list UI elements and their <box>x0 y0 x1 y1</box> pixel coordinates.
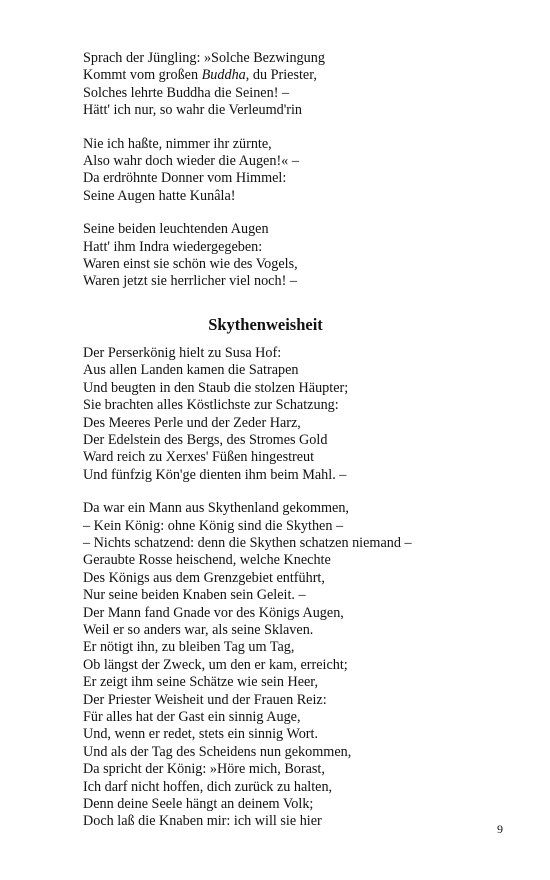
verse-line: Und beugten in den Staub die stolzen Häupter; <box>83 379 349 396</box>
verse-line: Da spricht der König: »Höre mich, Borast, <box>83 761 325 778</box>
verse-line: Seine Augen hatte Kunâla! <box>83 187 236 204</box>
verse-text: Kommt vom großen <box>83 67 202 84</box>
verse-line: Solches lehrte Buddha die Seinen! – <box>83 84 290 101</box>
verse-line: Ward reich zu Xerxes' Füßen hingestreut <box>83 449 315 466</box>
verse-line: Und, wenn er redet, stets ein sinnig Wort. <box>83 726 319 743</box>
poem-kunala-ending <box>83 50 503 291</box>
verse-line: Waren einst sie schön wie des Vogels, <box>83 256 298 273</box>
verse-line: Ich darf nicht hoffen, dich zurück zu halten, <box>83 778 333 795</box>
verse-line: Er nötigt ihn, zu bleiben Tag um Tag, <box>83 639 295 656</box>
verse-line: – Nichts schatzend: denn die Skythen schatzen niemand – <box>83 534 412 551</box>
verse-line: Der Mann fand Gnade vor des Königs Augen, <box>83 604 344 621</box>
verse-line: Nur seine beiden Knaben sein Geleit. – <box>83 587 306 604</box>
verse-line: Da erdröhnte Donner vom Himmel: <box>83 170 287 187</box>
verse-line: – Kein König: ohne König sind die Skythen – <box>83 517 344 534</box>
verse-emphasis: Buddha, <box>201 67 250 84</box>
verse-line: Denn deine Seele hängt an deinem Volk; <box>83 796 314 813</box>
verse-line <box>83 67 503 84</box>
verse-line: Der Perserkönig hielt zu Susa Hof: <box>83 344 282 361</box>
stanza <box>83 136 503 206</box>
page-body <box>83 50 503 847</box>
verse-line: Der Edelstein des Bergs, des Stromes Gold <box>83 431 328 448</box>
verse-line: Der Priester Weisheit und der Frauen Reiz: <box>83 691 327 708</box>
verse-line: Sie brachten alles Köstlichste zur Schatzung: <box>83 397 339 414</box>
verse-line: Seine beiden leuchtenden Augen <box>83 221 269 238</box>
stanza <box>83 500 503 831</box>
stanza <box>83 50 503 120</box>
verse-line: Da war ein Mann aus Skythenland gekommen, <box>83 500 349 517</box>
verse-line: Waren jetzt sie herrlicher viel noch! – <box>83 273 297 290</box>
verse-line: Des Meeres Perle und der Zeder Harz, <box>83 414 301 431</box>
verse-line: Geraubte Rosse heischend, welche Knechte <box>83 552 331 569</box>
verse-line: Weil er so anders war, als seine Sklaven. <box>83 621 314 638</box>
verse-line: Und als der Tag des Scheidens nun gekommen, <box>83 743 352 760</box>
poem-title: Skythenweisheit <box>208 314 323 334</box>
verse-line: Des Königs aus dem Grenzgebiet entführt, <box>83 569 325 586</box>
stanza <box>83 345 503 484</box>
verse-line: Und fünfzig Kön'ge dienten ihm beim Mahl. – <box>83 466 347 483</box>
verse-line: Also wahr doch wieder die Augen!« – <box>83 153 299 170</box>
verse-line: Nie ich haßte, nimmer ihr zürnte, <box>83 135 272 152</box>
verse-line: Ob längst der Zweck, um den er kam, erreicht; <box>83 656 348 673</box>
verse-line: Er zeigt ihm seine Schätze wie sein Heer, <box>83 674 319 691</box>
verse-line: Sprach der Jüngling: »Solche Bezwingung <box>83 50 325 66</box>
verse-line: Aus allen Landen kamen die Satrapen <box>83 362 299 379</box>
poem-skythenweisheit <box>83 345 503 831</box>
verse-line: Für alles hat der Gast ein sinnig Auge, <box>83 709 301 725</box>
page-number: 9 <box>497 822 503 836</box>
verse-line: Doch laß die Knaben mir: ich will sie hier <box>83 813 322 830</box>
verse-line: Hätt' ich nur, so wahr die Verleumd'rin <box>83 102 303 119</box>
verse-line: Hatt' ihm Indra wiedergegeben: <box>83 238 263 255</box>
stanza <box>83 221 503 291</box>
verse-text: du Priester, <box>249 67 317 84</box>
